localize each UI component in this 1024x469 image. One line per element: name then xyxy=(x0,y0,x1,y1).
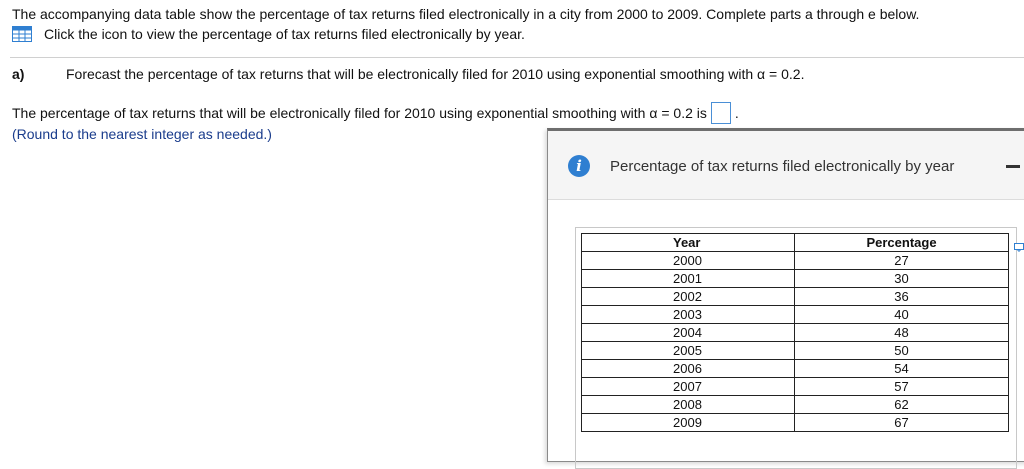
cell-year: 2003 xyxy=(582,306,795,324)
minimize-icon[interactable] xyxy=(1006,165,1020,168)
cell-percentage: 30 xyxy=(795,270,1009,288)
data-popup xyxy=(547,128,1024,462)
cell-year: 2008 xyxy=(582,396,795,414)
cell-percentage: 27 xyxy=(795,252,1009,270)
cell-percentage: 62 xyxy=(795,396,1009,414)
info-icon: i xyxy=(568,155,590,177)
question-intro: The accompanying data table show the percentage of tax returns filed electronically in a city from 2000 to 2009. Complete parts a through e below. xyxy=(12,6,920,22)
cell-percentage: 40 xyxy=(795,306,1009,324)
cell-year: 2004 xyxy=(582,324,795,342)
table-row xyxy=(582,360,1009,378)
table-header-row xyxy=(582,234,1009,252)
divider xyxy=(10,57,1024,58)
cell-percentage: 50 xyxy=(795,342,1009,360)
cell-year: 2001 xyxy=(582,270,795,288)
table-row xyxy=(582,378,1009,396)
cell-year: 2007 xyxy=(582,378,795,396)
table-row xyxy=(582,342,1009,360)
table-row xyxy=(582,306,1009,324)
cell-year: 2005 xyxy=(582,342,795,360)
table-row xyxy=(582,252,1009,270)
part-text: Forecast the percentage of tax returns that will be electronically filed for 2010 using exponential smoothing with α = 0.2. xyxy=(66,66,805,82)
table-row xyxy=(582,324,1009,342)
cell-percentage: 57 xyxy=(795,378,1009,396)
part-label: a) xyxy=(12,66,25,82)
cell-year: 2002 xyxy=(582,288,795,306)
table-row xyxy=(582,414,1009,432)
answer-suffix: . xyxy=(734,105,739,121)
answer-prefix: The percentage of tax returns that will be electronically filed for 2010 using exponential smoothing with α = 0.2 is xyxy=(12,105,707,121)
header-percentage: Percentage xyxy=(795,234,1009,252)
answer-input[interactable] xyxy=(711,102,731,124)
popup-title: Percentage of tax returns filed electronically by year xyxy=(610,158,955,175)
data-table-link[interactable] xyxy=(12,25,525,43)
cell-percentage: 48 xyxy=(795,324,1009,342)
copy-icon[interactable] xyxy=(1014,239,1024,248)
popup-header xyxy=(548,131,1024,200)
cell-year: 2009 xyxy=(582,414,795,432)
table-row xyxy=(582,270,1009,288)
table-row xyxy=(582,288,1009,306)
data-table xyxy=(581,233,1009,432)
header-year: Year xyxy=(582,234,795,252)
cell-percentage: 67 xyxy=(795,414,1009,432)
icon-link-text: Click the icon to view the percentage of tax returns filed electronically by year. xyxy=(44,26,525,42)
table-row xyxy=(582,396,1009,414)
rounding-hint: (Round to the nearest integer as needed.) xyxy=(12,126,272,142)
cell-percentage: 54 xyxy=(795,360,1009,378)
table-icon[interactable] xyxy=(12,26,32,42)
cell-year: 2000 xyxy=(582,252,795,270)
cell-year: 2006 xyxy=(582,360,795,378)
cell-percentage: 36 xyxy=(795,288,1009,306)
answer-line xyxy=(12,102,739,124)
